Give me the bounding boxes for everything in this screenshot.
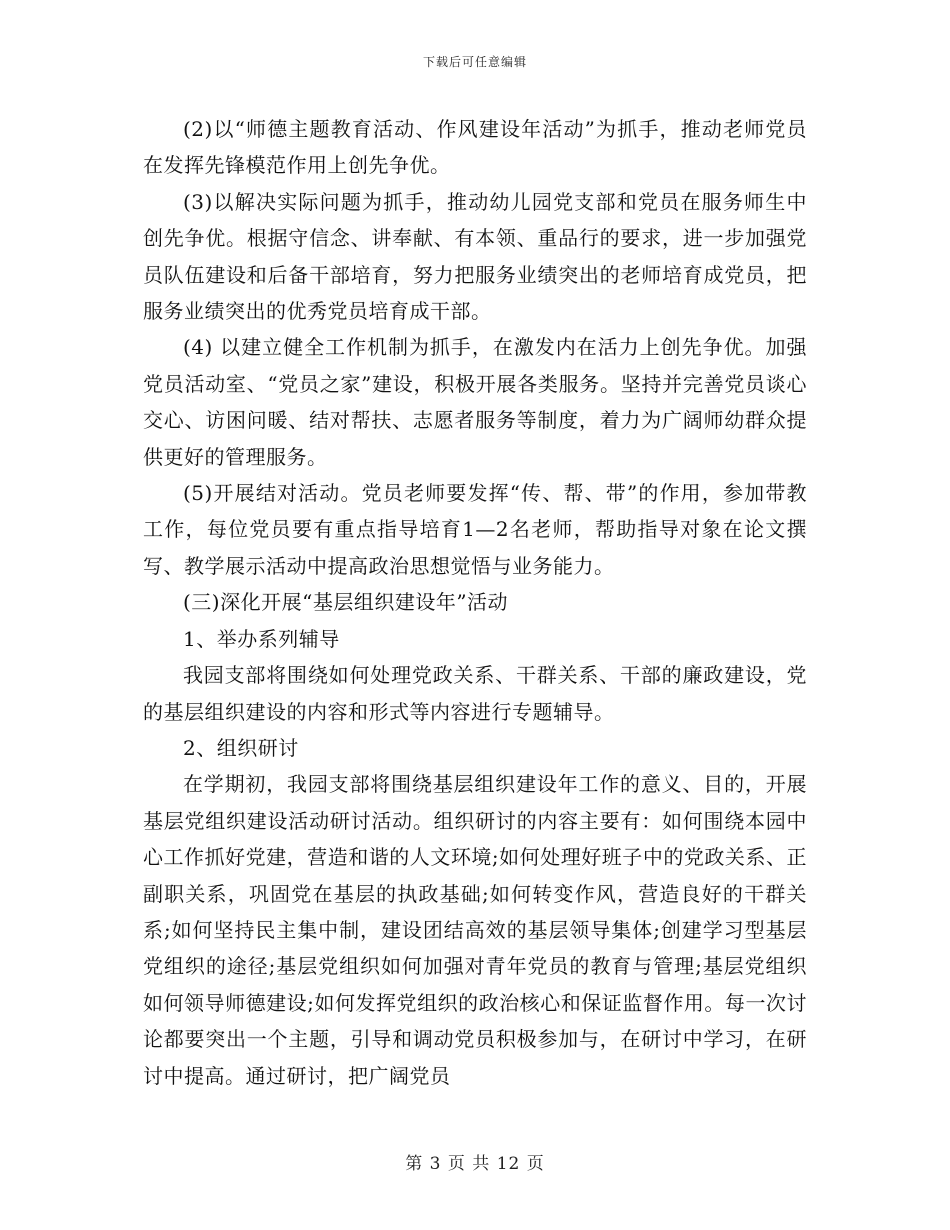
paragraph-item-4: (4) 以建立健全工作机制为抓手，在激发内在活力上创先争优。加强党员活动室、“党员之家”建设，积极开展各类服务。坚持并完善党员谈心交心、访困问暖、结对帮扶、志愿者服务等制度，着力为广阔师幼群众提供更好的管理服务。: [143, 335, 807, 469]
paragraph-item-3: (3)以解决实际问题为抓手，推动幼儿园党支部和党员在服务师生中创先争优。根据守信念、讲奉献、有本领、重品行的要求，进一步加强党员队伍建设和后备干部培育，努力把服务业绩突出的老师培育成党员，把服务业绩突出的优秀党员培育成干部。: [143, 189, 807, 324]
paragraph-tutoring: 我园支部将围绕如何处理党政关系、干群关系、干部的廉政建设，党的基层组织建设的内容和形式等内容进行专题辅导。: [143, 663, 807, 724]
page-header-note: 下载后可任意编辑: [422, 55, 527, 69]
page-number: 第 3 页 共 12 页: [405, 1154, 545, 1174]
subheading-1: 1、举办系列辅导: [183, 626, 340, 651]
section-heading: (三)深化开展“基层组织建设年”活动: [183, 590, 509, 615]
paragraph-item-2: (2)以“师德主题教育活动、作风建设年活动”为抓手，推动老师党员在发挥先锋模范作用上创先争优。: [143, 117, 807, 178]
paragraph-seminar: 在学期初，我园支部将围绕基层组织建设年工作的意义、目的，开展基层党组织建设活动研讨活动。组织研讨的内容主要有：如何围绕本园中心工作抓好党建，营造和谐的人文环境;如何处理好班子中的党政关系、正副职关系，巩固党在基层的执政基础;如何转变作风，营造良好的干群关系;如何坚持民主集中制，建设团结高效的基层领导集体;创建学习型基层党组织的途径;基层党组织如何加强对青年党员的教育与管理;基层党组织如何领导师德建设;如何发挥党组织的政治核心和保证监督作用。每一次讨论都要突出一个主题，引导和调动党员积极参加与，在研讨中学习，在研讨中提高。通过研讨，把广阔党员: [143, 772, 807, 1088]
subheading-2: 2、组织研讨: [183, 735, 299, 760]
document-body: [143, 111, 807, 1094]
paragraph-item-5: (5)开展结对活动。党员老师要发挥“传、帮、带”的作用，参加带教工作，每位党员要有重点指导培育1—2名老师，帮助指导对象在论文撰写、教学展示活动中提高政治思想觉悟与业务能力。: [143, 481, 807, 578]
